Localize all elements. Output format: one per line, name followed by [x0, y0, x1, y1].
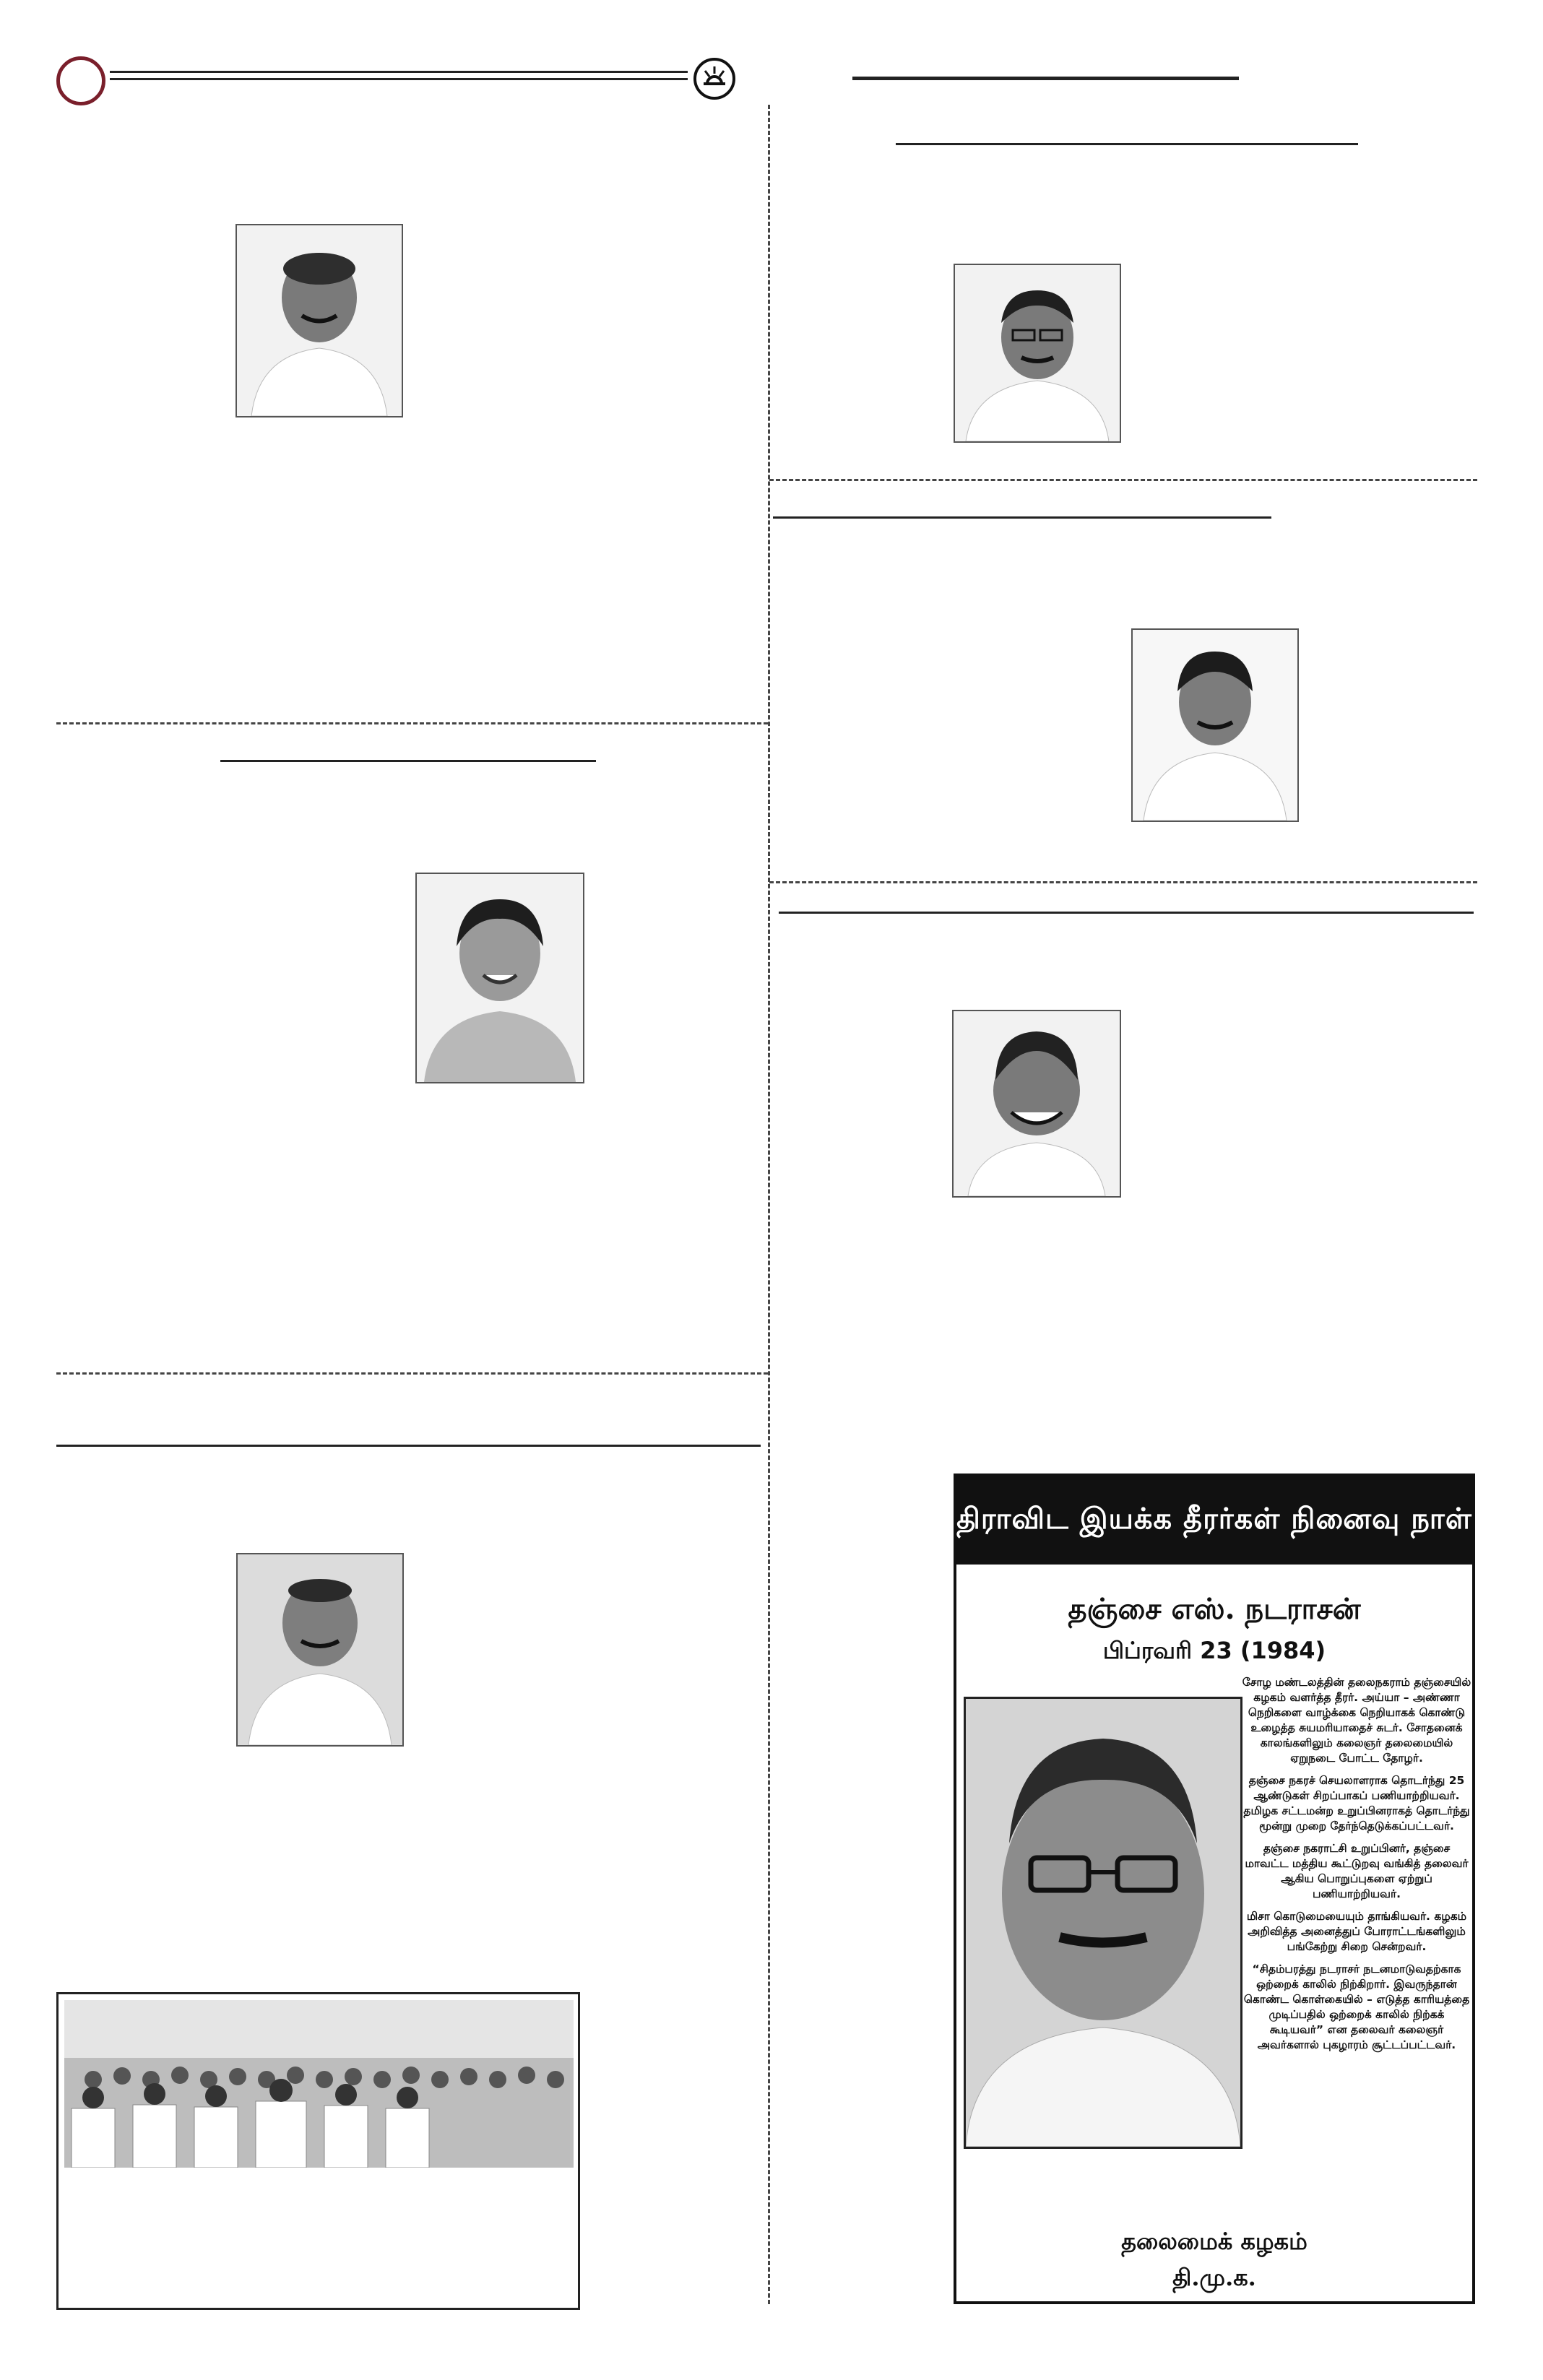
ad-date: பிப்ரவரி 23 (1984): [1102, 1637, 1326, 1664]
ad-biography-text: [1242, 1675, 1471, 2060]
portrait-photo-1: [235, 224, 403, 417]
portrait-photo-6: [952, 1010, 1121, 1198]
headline-rule: [773, 516, 1271, 519]
headline-rule: [896, 143, 1358, 145]
header-rule: [110, 78, 688, 80]
ad-footer-party: தி.மு.க.: [1172, 2264, 1256, 2291]
ad-paragraph: சோழ மண்டலத்தின் தலைநகராம் தஞ்சையில் கழகம் வளர்த்த தீரர். அய்யா – அண்ணா நெறிகளை வாழ்க்கை நெறியாகக் கொண்டு உழைத்த சுயமரியாதைச் சுடர். சோதனைக் காலங்களிலும் கலைஞர் தலைமையில் ஏறுநடை போட்ட தோழர்.: [1242, 1676, 1471, 1765]
section-divider: [56, 1372, 768, 1375]
right-header-rule: [852, 77, 1239, 80]
ad-paragraph: மிசா கொடுமையையும் தாங்கியவர். கழகம் அறிவித்த அனைத்துப் போராட்டங்களிலும் பங்கேற்று சிறை சென்றவர்.: [1246, 1910, 1467, 1953]
rising-sun-emblem-icon: [693, 58, 735, 100]
headline-rule: [220, 760, 596, 762]
portrait-photo-3: [236, 1553, 404, 1747]
event-group-photo: [64, 2000, 574, 2168]
section-divider: [56, 722, 768, 724]
headline-rule: [779, 912, 1474, 914]
ad-paragraph: தஞ்சை நகரச் செயலாளராக தொடர்ந்து 25 ஆண்டுகள் சிறப்பாகப் பணியாற்றியவர். தமிழக சட்டமன்ற உறுப்பினராகத் தொடர்ந்து மூன்று முறை தேர்ந்தெடுக்கப்பட்டவர்.: [1243, 1774, 1470, 1832]
portrait-photo-4: [954, 264, 1121, 443]
event-photo-box: [56, 1992, 580, 2310]
tribute-advertisement: [954, 1474, 1475, 2304]
header-rule: [110, 71, 688, 73]
portrait-photo-2: [415, 873, 584, 1083]
section-divider: [769, 881, 1477, 883]
page-number-circle-icon: [56, 56, 105, 105]
section-divider: [769, 479, 1477, 481]
ad-footer-organization: தலைமைக் கழகம்: [1121, 2228, 1308, 2255]
ad-person-name: தஞ்சை எஸ். நடராசன்: [1068, 1592, 1361, 1626]
ad-portrait-photo: [964, 1697, 1242, 2149]
headline-rule: [56, 1445, 761, 1447]
ad-banner-title: திராவிட இயக்க தீரர்கள் நினைவு நாள்: [956, 1476, 1472, 1565]
ad-paragraph: “சிதம்பரத்து நடராசர் நடனமாடுவதற்காக ஒற்றைக் காலில் நிற்கிறார். இவருந்தான் கொண்ட கொள்கையில் – எடுத்த காரியத்தை முடிப்பதில் ஒற்றைக் காலில் நிற்கக் கூடியவர்” என தலைவர் கலைஞர் அவர்களால் புகழாரம் சூட்டப்பட்டவர்.: [1243, 1963, 1470, 2051]
portrait-photo-5: [1131, 628, 1299, 822]
column-divider: [768, 105, 770, 2304]
ad-paragraph: தஞ்சை நகராட்சி உறுப்பினர், தஞ்சை மாவட்ட மத்திய கூட்டுறவு வங்கித் தலைவர் ஆகிய பொறுப்புகளை ஏற்றுப் பணியாற்றியவர்.: [1245, 1842, 1469, 1900]
